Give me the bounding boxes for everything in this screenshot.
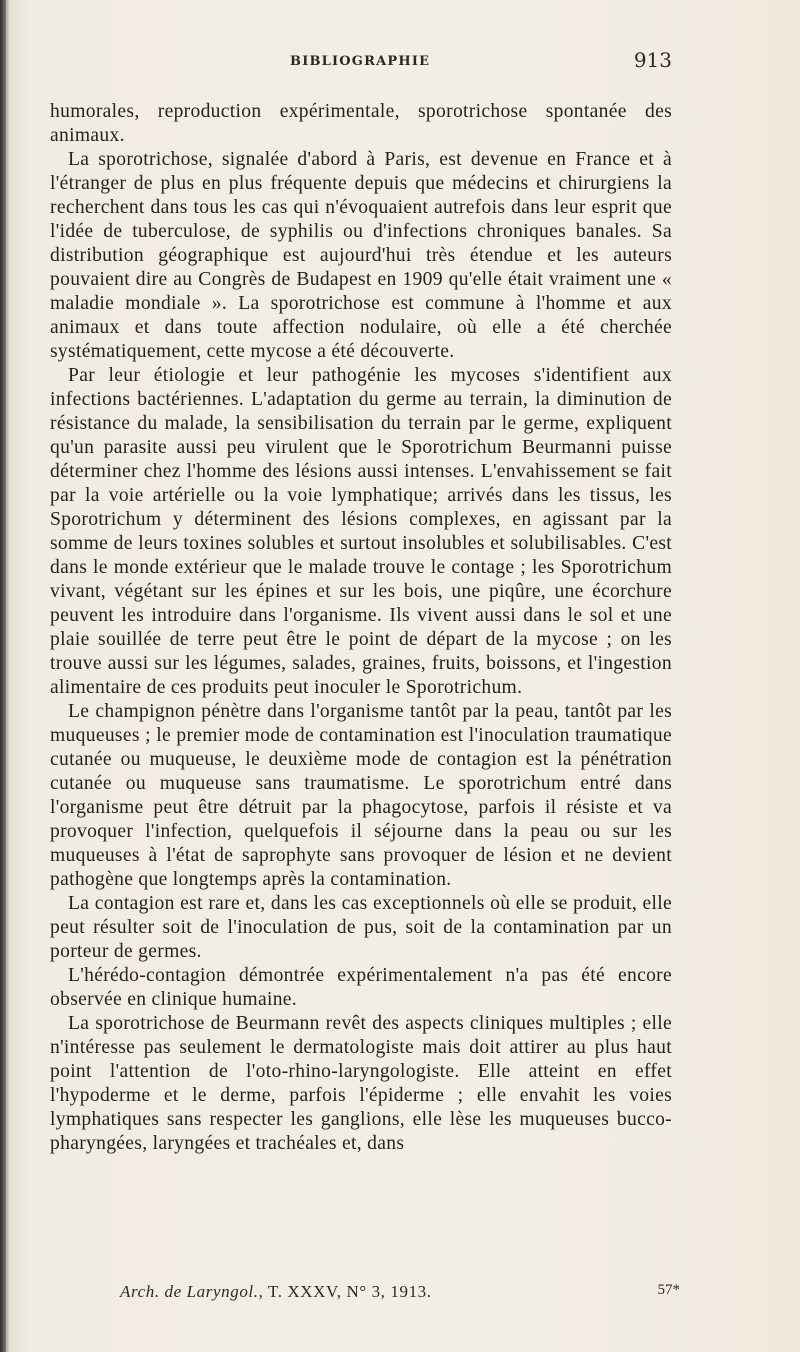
signature-mark: 57* bbox=[657, 1282, 680, 1298]
journal-volume-issue: , T. XXXV, N° 3, 1913. bbox=[258, 1282, 432, 1301]
page-number: 913 bbox=[633, 48, 672, 72]
paragraph: Le champignon pénètre dans l'organisme tantôt par la peau, tantôt par les muqueuses ; le premier mode de contamination est l'inoculation traumatique cutanée ou muqueuse, le deuxième mode de contagion est la pénétration cutanée ou muqueuse sans traumatisme. Le sporotrichum entré dans l'organisme peut être détruit par la phagocytose, parfois il résiste et va provoquer l'infection, quelquefois il séjourne dans la peau ou sur les muqueuses à l'état de saprophyte sans provoquer de lésion et ne devient pathogène que longtemps après la contamination. bbox=[50, 701, 672, 890]
paragraph: La sporotrichose, signalée d'abord à Paris, est devenue en France et à l'étranger de plus en plus fréquente depuis que médecins et chirurgiens la recherchent dans tous les cas qui n'évoquaient autrefois dans leur esprit que l'idée de tuberculose, de syphilis ou d'infections chroniques banales. Sa distribution géographique est aujourd'hui très étendue et les auteurs pouvaient dire au Congrès de Budapest en 1909 qu'elle était vraiment une « maladie mondiale ». La sporotrichose est commune à l'homme et aux animaux et dans toute affection nodulaire, où elle a été cherchée systématiquement, cette mycose a été découverte. bbox=[50, 149, 672, 362]
paragraph-continuation: humorales, reproduction expérimentale, sporotrichose spontanée des animaux. bbox=[50, 101, 672, 146]
journal-name: Arch. de Laryngol. bbox=[120, 1282, 259, 1301]
paragraph: La sporotrichose de Beurmann revêt des aspects cliniques multiples ; elle n'intéresse pas seulement le dermatologiste mais doit attirer au plus haut point l'attention de l'oto-rhino-laryngologiste. Elle atteint en effet l'hypoderme et le derme, parfois l'épiderme ; elle envahit les voies lymphatiques sans respecter les ganglions, elle lèse les muqueuses bucco-pharyngées, laryngées et trachéales et, dans bbox=[50, 1013, 672, 1154]
journal-citation bbox=[120, 1282, 432, 1302]
page-header bbox=[60, 44, 672, 78]
page-footer bbox=[120, 1282, 680, 1308]
running-head: BIBLIOGRAPHIE bbox=[290, 54, 431, 69]
paragraph: Par leur étiologie et leur pathogénie les mycoses s'identifient aux infections bactériennes. L'adaptation du germe au terrain, la diminution de résistance du malade, la sensibilisation du terrain par le germe, expliquent qu'un parasite aussi peu virulent que le Sporotrichum Beurmanni puisse déterminer chez l'homme des lésions aussi intenses. L'envahissement se fait par la voie artérielle ou la voie lymphatique; arrivés dans les tissus, les Sporotrichum y déterminent des lésions complexes, en agissant par la somme de leurs toxines solubles et surtout insolubles et solubilisables. C'est dans le monde extérieur que le malade trouve le contage ; les Sporotrichum vivant, végétant sur les épines et sur les bois, une piqûre, une écorchure peuvent les introduire dans l'organisme. Ils vivent aussi dans le sol et une plaie souillée de terre peut être le point de départ de la mycose ; on les trouve aussi sur les légumes, salades, graines, fruits, boissons, et l'ingestion alimentaire de ces produits peut inoculer le Sporotrichum. bbox=[50, 365, 672, 698]
paragraph: L'hérédo-contagion démontrée expérimentalement n'a pas été encore observée en clinique humaine. bbox=[50, 965, 672, 1010]
paragraph: La contagion est rare et, dans les cas exceptionnels où elle se produit, elle peut résulter soit de l'inoculation de pus, soit de la contamination par un porteur de germes. bbox=[50, 893, 672, 962]
body-text bbox=[50, 100, 672, 1156]
